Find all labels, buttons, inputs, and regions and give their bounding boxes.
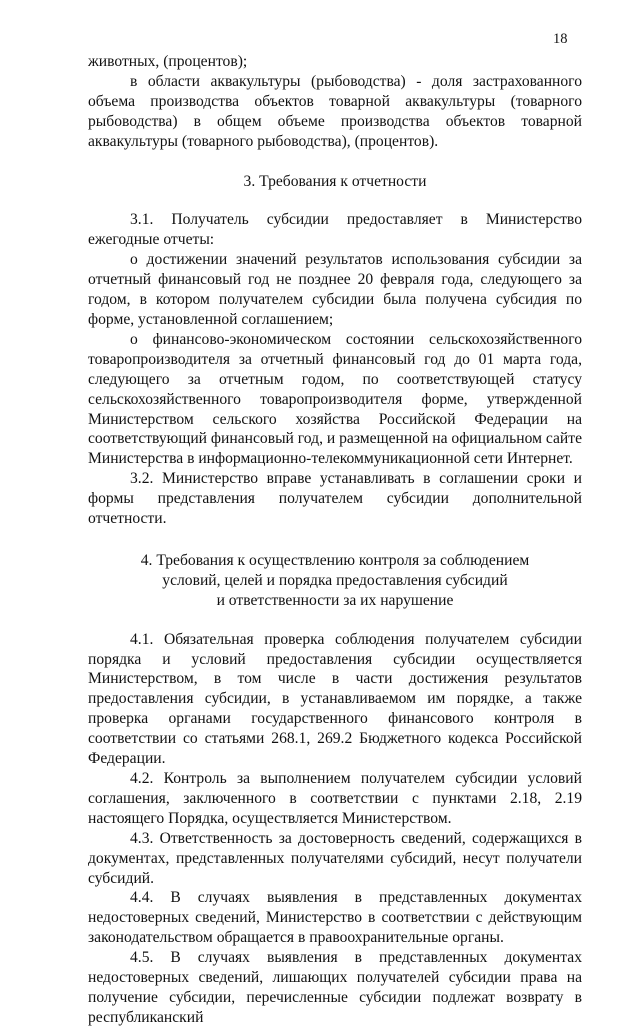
section-4-heading	[88, 551, 582, 611]
paragraph-3-1: 3.1. Получатель субсидии предоставляет в Министерство ежегодные отчеты:	[88, 211, 582, 249]
paragraph-3-1-item-b: о финансово-экономическом состоянии сельскохозяйственного товаропроизводителя за отчетный финансовый год до 01 марта года, следующего за отчетным годом, по соответствующей статусу сельскохозяйственного товаропроизводителя форме, утвержденной Министерством сельского хозяйства Российской Федерации на соответствующий финансовый год, и размещенной на официальном сайте Министерства в информационно-телекоммуникационной сети Интернет.	[88, 330, 583, 468]
section-4-heading-line-3: и ответственности за их нарушение	[216, 591, 454, 609]
document-body	[88, 52, 582, 1028]
intro-paragraph-1: животных, (процентов);	[88, 53, 248, 70]
section-3-heading: 3. Требования к отчетности	[243, 172, 427, 190]
paragraph-4-1: 4.1. Обязательная проверка соблюдения получателем субсидии порядка и условий предоставления субсидии осуществляется Министерством, в том числе в части достижения результатов предоставления субсидии, в устанавливаемом им порядке, а также проверка органами государственного финансового контроля в соответствии со статьями 268.1, 269.2 Бюджетного кодекса Российской Федерации.	[88, 630, 582, 768]
paragraph-4-2: 4.2. Контроль за выполнением получателем субсидии условий соглашения, заключенного в соответствии с пунктами 2.18, 2.19 настоящего Порядка, осуществляется Министерством.	[88, 770, 582, 827]
page-number: 18	[553, 31, 568, 47]
paragraph-3-2: 3.2. Министерство вправе устанавливать в соглашении сроки и формы представления получателем субсидии дополнительной отчетности.	[88, 470, 582, 528]
intro-paragraph-2: в области аквакультуры (рыбоводства) - доля застрахованного объема производства объектов товарной аквакультуры (товарного рыбоводства) в общем объеме производства объектов товарной аквакультуры (товарного рыбоводства), (процентов).	[88, 72, 582, 150]
paragraph-3-1-item-a: о достижении значений результатов использования субсидии за отчетный финансовый год не позднее 20 февраля года, следующего за годом, в котором получателем субсидии была получена субсидия по форме, установленной соглашением;	[88, 251, 582, 328]
section-4-heading-line-2: условий, целей и порядка предоставления субсидий	[162, 571, 508, 589]
paragraph-4-4: 4.4. В случаях выявления в представленных документах недостоверных сведений, Министерство в соответствии с действующим законодательством обращается в правоохранительные органы.	[88, 889, 582, 947]
section-4-heading-line-1: 4. Требования к осуществлению контроля за соблюдением	[140, 551, 530, 569]
paragraph-4-3: 4.3. Ответственность за достоверность сведений, содержащихся в документах, представленных получателями субсидий, несут получатели субсидий.	[88, 829, 582, 887]
paragraph-4-5: 4.5. В случаях выявления в представленных документах недостоверных сведений, лишающих получателей субсидии права на получение субсидии, перечисленные субсидии подлежат возврату в республиканский	[88, 949, 582, 1026]
